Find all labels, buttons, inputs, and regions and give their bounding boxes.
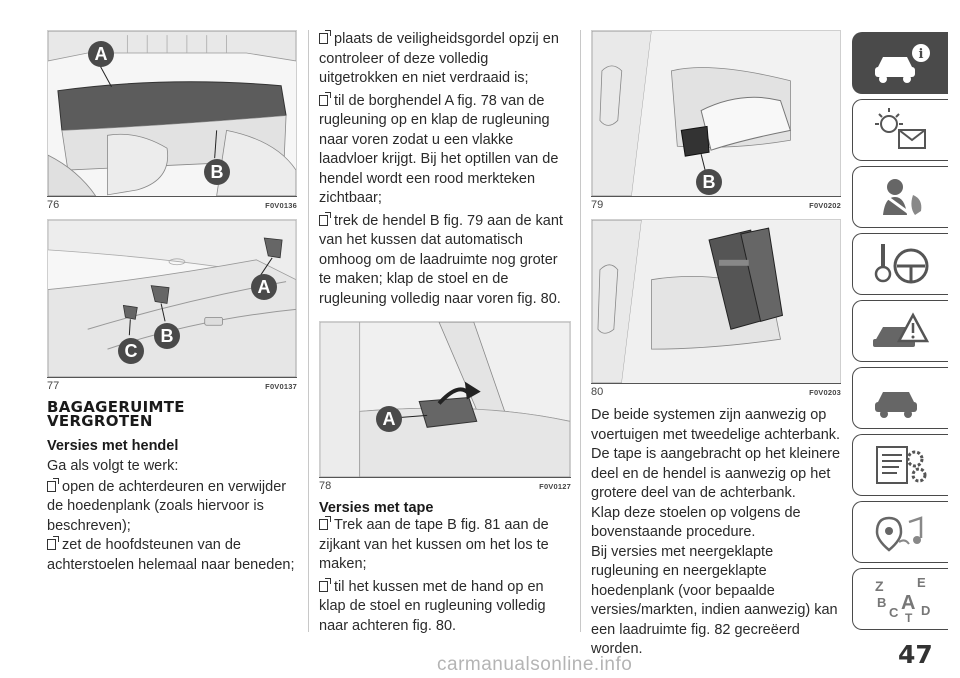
callout-a: A bbox=[376, 406, 402, 432]
car-info-icon bbox=[869, 39, 933, 87]
maintenance-icon bbox=[869, 374, 933, 422]
svg-text:i: i bbox=[918, 47, 923, 62]
figure-79 bbox=[591, 30, 841, 196]
tab-emergency[interactable] bbox=[852, 300, 948, 362]
paragraph: Bij versies met neergeklapte rugleuning en neergeklapte hoedenplank (voor bepaalde versies/markten, indien aanwezig) kan een laadruimte fig. 82 gecreëerd worden. bbox=[591, 543, 838, 657]
bullet-icon bbox=[319, 33, 328, 44]
figure-code: F0V0136 bbox=[265, 201, 297, 210]
intro-text: Ga als volgt te werk: bbox=[47, 458, 179, 474]
emergency-icon bbox=[869, 307, 933, 355]
index-icon bbox=[869, 575, 933, 623]
bullet-icon bbox=[47, 481, 56, 492]
page-number: 47 bbox=[898, 640, 933, 669]
figure-number: 80 bbox=[591, 386, 604, 398]
safety-icon bbox=[869, 173, 933, 221]
watermark: carmanualsonline.info bbox=[437, 654, 633, 675]
figure-79-caption bbox=[591, 196, 841, 211]
bullet-icon bbox=[47, 539, 56, 550]
section-heading bbox=[47, 400, 297, 428]
callout-b: B bbox=[154, 323, 180, 349]
callout-b: B bbox=[696, 169, 722, 195]
index-letter: Z bbox=[874, 578, 884, 594]
figure-code: F0V0203 bbox=[809, 388, 841, 397]
tab-starting-driving[interactable] bbox=[852, 233, 948, 295]
index-letter: C bbox=[888, 605, 898, 620]
figure-code: F0V0127 bbox=[539, 482, 571, 491]
section-heading-line1: BAGAGERUIMTE bbox=[47, 398, 185, 416]
bullet-icon bbox=[319, 519, 328, 530]
figure-code: F0V0202 bbox=[809, 201, 841, 210]
list-item-text: til het kussen met de hand op en klap de stoel en rugleuning volledig naar achteren fig. 80. bbox=[319, 578, 546, 634]
figure-number: 76 bbox=[47, 199, 60, 211]
list-item-text: til de borghendel A fig. 78 van de rugleuning op en klap de rugleuning naar voren zodat u een vlakke laadvloer krijgt. Bij het optillen van de hendel wordt een rood merkteken zichtbaar; bbox=[319, 92, 559, 206]
figure-77-caption bbox=[47, 377, 297, 392]
column-separator bbox=[308, 30, 309, 632]
tab-warning-lights[interactable] bbox=[852, 99, 948, 161]
figure-78 bbox=[319, 321, 571, 477]
bullet-icon bbox=[319, 581, 328, 592]
list-item bbox=[319, 30, 571, 89]
paragraph: De beide systemen zijn aanwezig op voertuigen met tweedelige achterbank. De tape is aangebracht op het kleinere deel en de hendel is aanwezig op het grotere deel van de achterbank. bbox=[591, 407, 841, 501]
list-item-text: open de achterdeuren en verwijder de hoedenplank (zoals hiervoor is beschreven); bbox=[47, 478, 287, 534]
list-item-text: plaats de veiligheidsgordel opzij en controleer of deze volledig uitgetrokken en niet verdraaid is; bbox=[319, 31, 559, 86]
figure-76-caption bbox=[47, 196, 297, 211]
list-item-text: Trek aan de tape B fig. 81 aan de zijkant van het kussen om het los te maken; bbox=[319, 517, 549, 572]
figure-number: 77 bbox=[47, 380, 60, 392]
tab-safety[interactable] bbox=[852, 166, 948, 228]
list-item bbox=[319, 92, 571, 209]
figure-number: 79 bbox=[591, 199, 604, 211]
column-3 bbox=[591, 30, 841, 660]
starting-driving-icon bbox=[869, 240, 933, 288]
column-1 bbox=[47, 30, 297, 575]
section-heading-line2: VERGROTEN bbox=[47, 412, 153, 430]
list-item-text: trek de hendel B fig. 79 aan de kant van het kussen dat automatisch omhoog om de laadruimte nog groter te maken; klap de stoel en de rugleuning volledig naar voren fig. 80. bbox=[319, 212, 563, 307]
subheading-lever-versions: Versies met hendel bbox=[47, 438, 179, 454]
column-2 bbox=[319, 30, 571, 636]
tab-car-info[interactable] bbox=[852, 32, 948, 94]
index-letter: B bbox=[876, 595, 886, 610]
bullet-icon bbox=[319, 95, 328, 106]
index-letter: E bbox=[916, 575, 926, 590]
callout-a: A bbox=[251, 274, 277, 300]
figure-code: F0V0137 bbox=[265, 382, 297, 391]
list-item-text: zet de hoofdsteunen van de achterstoelen helemaal naar beneden; bbox=[47, 537, 295, 573]
tab-maintenance[interactable] bbox=[852, 367, 948, 429]
callout-c: C bbox=[118, 338, 144, 364]
figure-80-illustration bbox=[592, 220, 840, 383]
chapter-tabs bbox=[852, 32, 948, 635]
list-item bbox=[319, 578, 571, 637]
figure-77 bbox=[47, 219, 297, 377]
list-item bbox=[47, 536, 297, 575]
figure-76 bbox=[47, 30, 297, 196]
warning-lights-icon bbox=[869, 106, 933, 154]
technical-data-icon bbox=[869, 441, 933, 489]
figure-number: 78 bbox=[319, 480, 332, 492]
tab-technical-data[interactable] bbox=[852, 434, 948, 496]
list-item bbox=[319, 516, 571, 575]
figure-80 bbox=[591, 219, 841, 383]
multimedia-icon bbox=[869, 508, 933, 556]
figure-76-illustration bbox=[48, 31, 296, 196]
tab-multimedia[interactable] bbox=[852, 501, 948, 563]
index-letter: A bbox=[900, 592, 915, 614]
bullet-icon bbox=[319, 215, 328, 226]
list-item bbox=[47, 478, 297, 537]
list-item bbox=[319, 212, 571, 310]
figure-78-caption bbox=[319, 477, 571, 492]
figure-78-illustration bbox=[320, 322, 570, 477]
index-letter: D bbox=[920, 603, 930, 618]
column-separator bbox=[580, 30, 581, 632]
index-letter: T bbox=[904, 611, 912, 623]
subheading-tape-versions: Versies met tape bbox=[319, 500, 434, 516]
figure-80-caption bbox=[591, 383, 841, 398]
callout-b: B bbox=[204, 159, 230, 185]
paragraph: Klap deze stoelen op volgens de bovenstaande procedure. bbox=[591, 504, 801, 540]
callout-a: A bbox=[88, 41, 114, 67]
tab-index[interactable] bbox=[852, 568, 948, 630]
